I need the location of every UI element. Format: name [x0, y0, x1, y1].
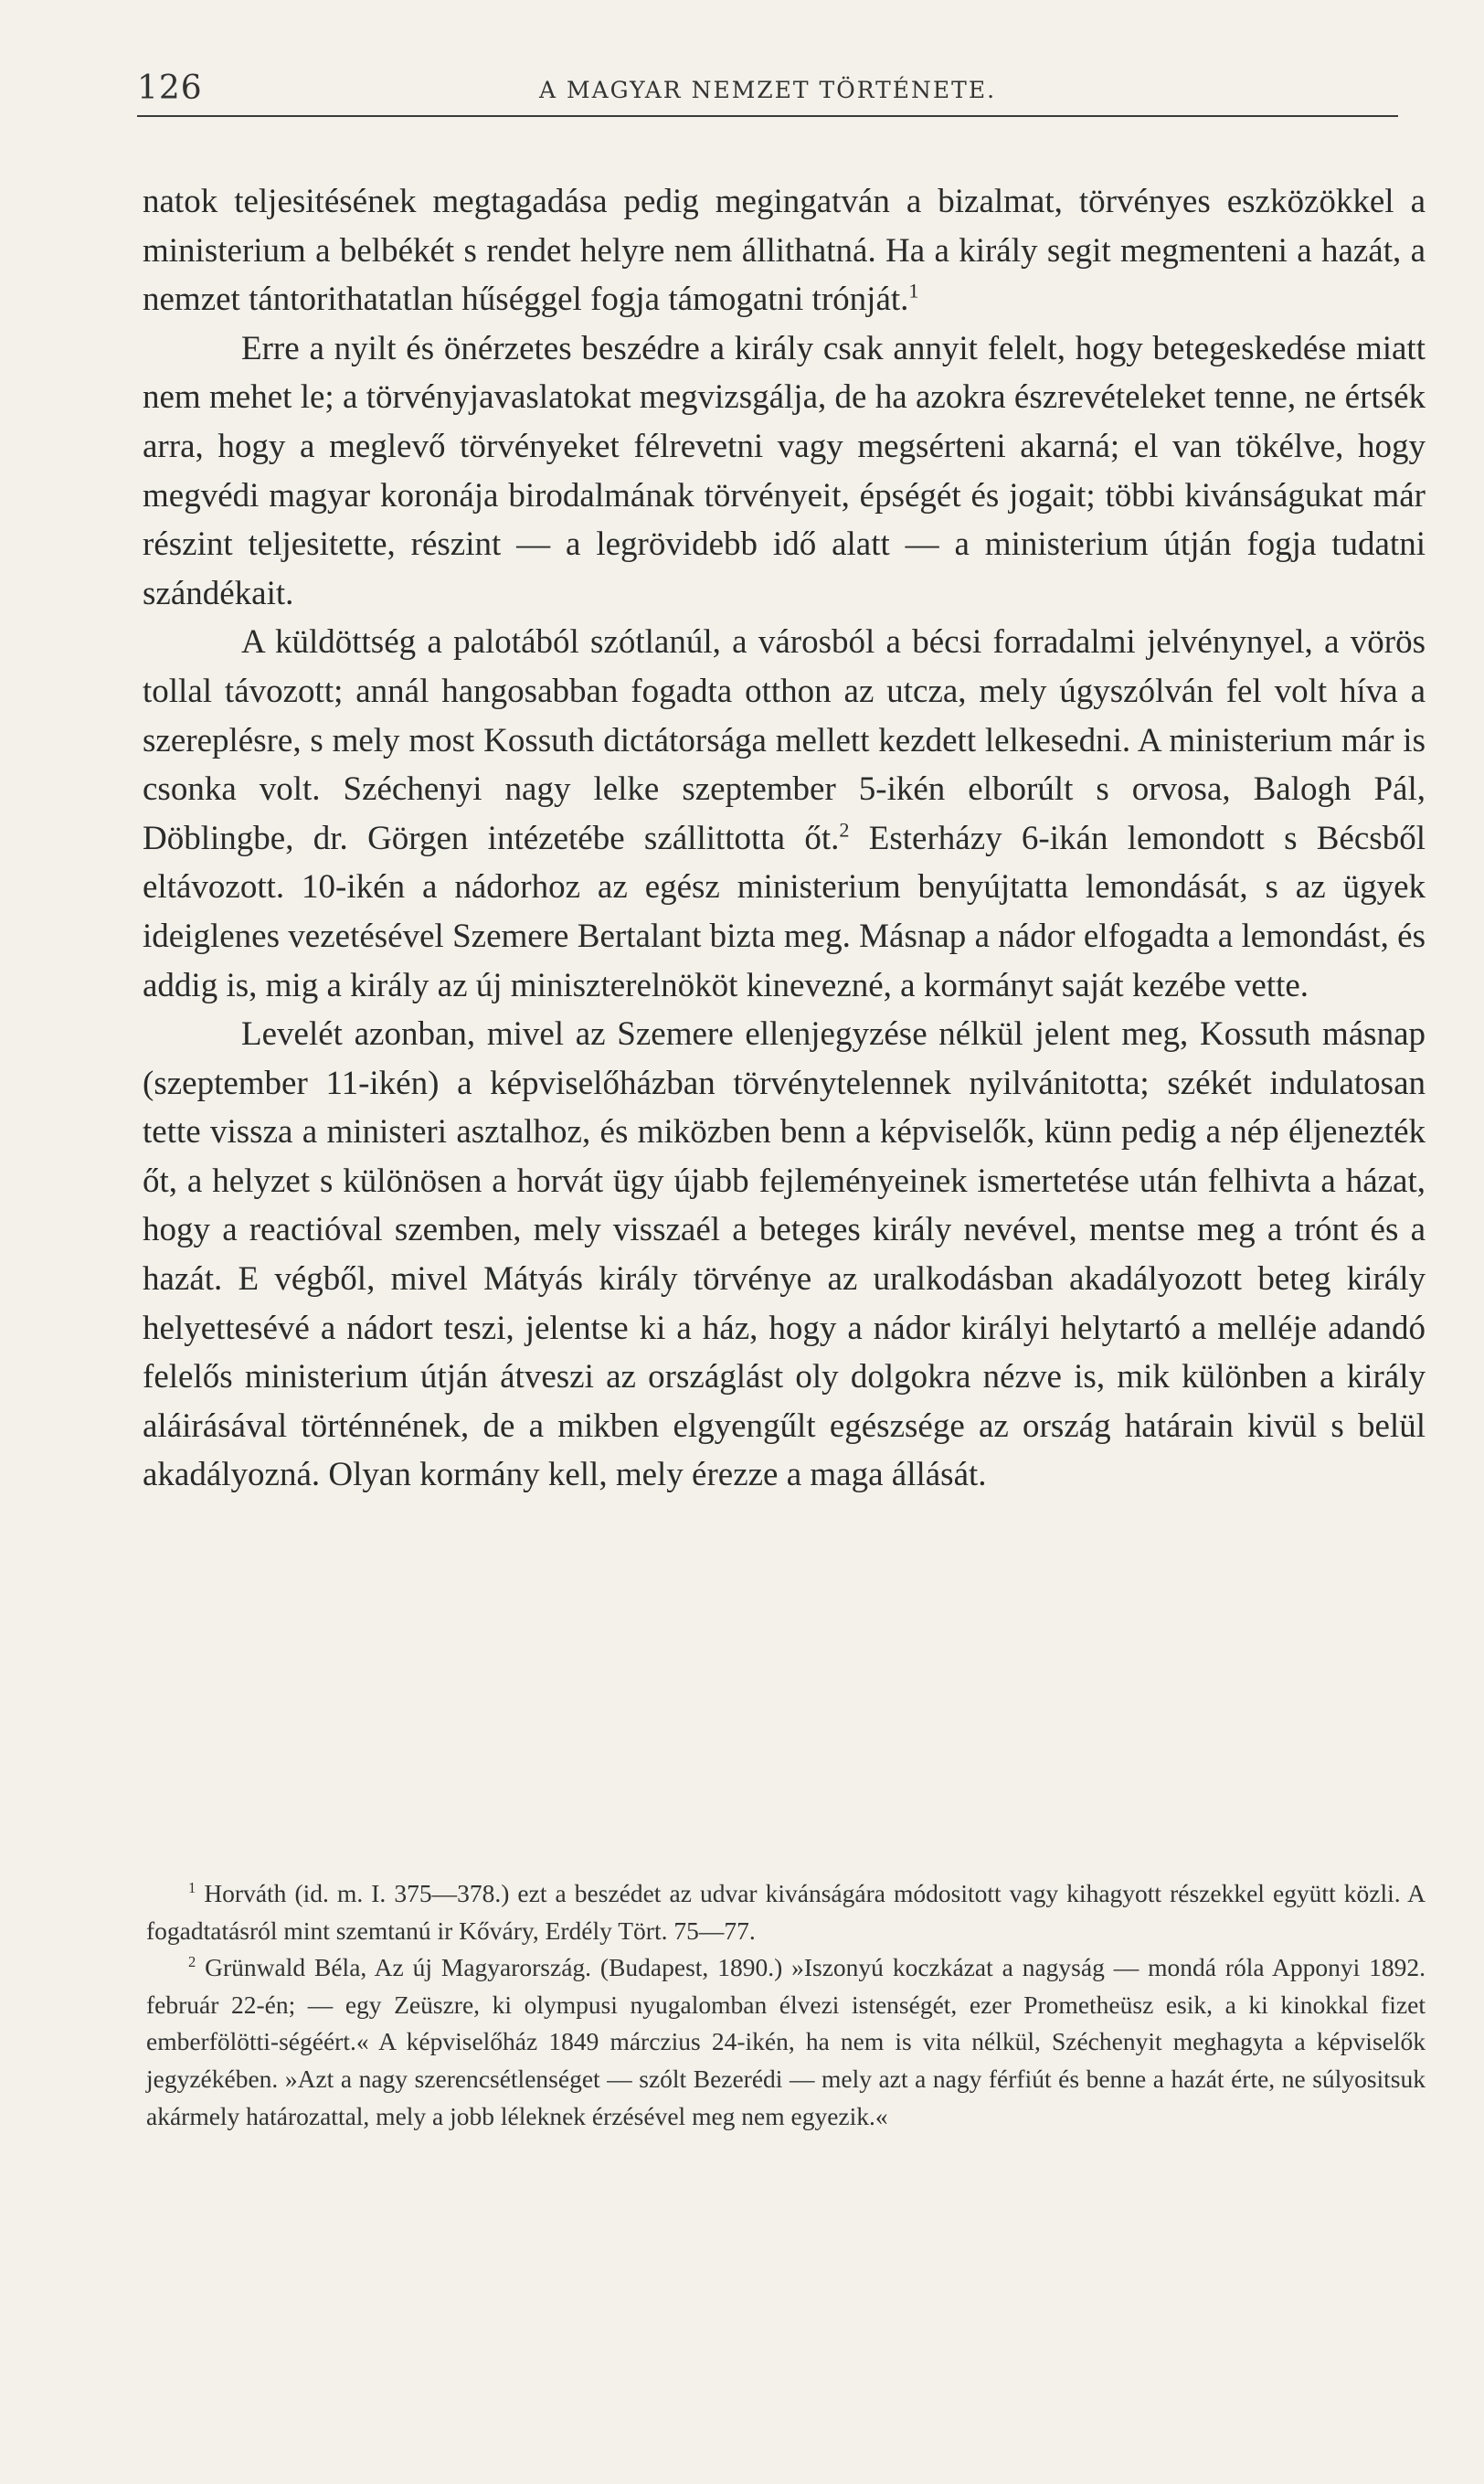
page-number: 126: [137, 69, 203, 107]
paragraph-text: Erre a nyilt és önérzetes beszédre a király csak annyit felelt, hogy betegeskedése miatt nem mehet le; a törvényjavaslatokat megvizsgálja, de ha azokra észrevételeket tenne, ne értsék arra, hogy a meglevő törvényeket félrevetni vagy megsérteni akarná; el van tökélve, hogy megvédi magyar koronája birodalmának törvényeit, épségét és jogait; többi kivánságukat már részint teljesitette, részint — a legrövidebb idő alatt — a ministerium útján fogja tudatni szándékait.: [143, 329, 1426, 612]
footnote-mark: 2: [188, 1953, 196, 1971]
paragraph-text-continued: Esterházy 6-ikán lemondott s Bécsből eltávozott. 10-ikén a nádorhoz az egész ministerium benyújtatta lemondását, s az ügyek ideiglenes vezetésével Szemere Bertalant bizta meg. Másnap a nádor elfogadta a lemondást, és addig is, mig a király az új miniszterelnököt kinevezné, a kormányt saját kezébe vette.: [143, 819, 1426, 1004]
footnote-ref-1: 1: [908, 279, 919, 303]
footnote-mark: 1: [188, 1878, 196, 1896]
footnote-text: Horváth (id. m. I. 375—378.) ezt a beszédet az udvar kivánságára módositott vagy kihagyott részekkel együtt közli. A fogadtatásról mint szemtanú ir Kőváry, Erdély Tört. 75—77.: [146, 1879, 1426, 1945]
paragraph-4: [143, 1010, 1426, 1500]
footnote-1: [146, 1875, 1426, 1949]
footnotes: [146, 1875, 1426, 2135]
paragraph-text: Levelét azonban, mivel az Szemere ellenjegyzése nélkül jelent meg, Kossuth másnap (szeptember 11-ikén) a képviselőházban törvénytelennek nyilvánitotta; székét indulatosan tette vissza a ministeri asztalhoz, és miközben benn a képviselők, künn pedig a nép éljenezték őt, a helyzet s különösen a horvát ügy újabb fejleményeinek ismertetése után felhivta a házat, hogy a reactióval szemben, mely visszaél a beteges király nevével, mentse meg a trónt és a hazát. E végből, mivel Mátyás király törvénye az uralkodásban akadályozott beteg király helyettesévé a nádort teszi, jelentse ki a ház, hogy a nádor királyi helytartó a melléje adandó felelős ministerium útján átveszi az országlást oly dolgokra nézve is, mik különben a király aláirásával történnének, de a mikben elgyengűlt egészsége az ország határain kivül s belül akadályozná. Olyan kormány kell, mely érezze a maga állását.: [143, 1015, 1426, 1494]
main-text: [143, 177, 1426, 1500]
paragraph-1: [143, 177, 1426, 324]
paragraph-3: [143, 618, 1426, 1010]
paragraph-text: natok teljesitésének megtagadása pedig megingatván a bizalmat, törvényes eszközökkel a ministerium a belbékét s rendet helyre nem állithatná. Ha a király segit megmenteni a hazát, a nemzet tántorithatatlan hűséggel fogja támogatni trónját.: [143, 183, 1426, 319]
running-header: [137, 69, 1398, 117]
footnote-text: Grünwald Béla, Az új Magyarország. (Budapest, 1890.) »Iszonyú koczkázat a nagyság — mondá róla Apponyi 1892. február 22-én; — egy Zeüszre, ki olympusi nyugalomban élvezi istenségét, ezer Prometheüsz esik, a ki kinokkal fizet emberfölötti-ségéért.« A képviselőház 1849 márczius 24-ikén, ha nem is vita nélkül, Széchenyit meghagyta a képviselők jegyzékében. »Azt a nagy szerencsétlenséget — szólt Bezerédi — mely azt a nagy férfiút és benne a hazát érte, ne súlyositsuk akármely határozattal, mely a jobb léleknek érzésével meg nem egyezik.«: [146, 1953, 1426, 2130]
footnote-2: [146, 1949, 1426, 2135]
footnote-ref-2: 2: [839, 818, 850, 842]
paragraph-2: [143, 324, 1426, 619]
running-title: A MAGYAR NEMZET TÖRTÉNETE.: [539, 77, 997, 103]
paragraph-text: A küldöttség a palotából szótlanúl, a városból a bécsi forradalmi jelvénynyel, a vörös tollal távozott; annál hangosabban fogadta otthon az utcza, mely úgyszólván fel volt híva a szereplésre, s mely most Kossuth dictátorsága mellett kezdett lelkesedni. A ministerium már is csonka volt. Széchenyi nagy lelke szeptember 5-ikén elborúlt s orvosa, Balogh Pál, Döblingbe, dr. Görgen intézetébe szállittotta őt.: [143, 623, 1426, 857]
